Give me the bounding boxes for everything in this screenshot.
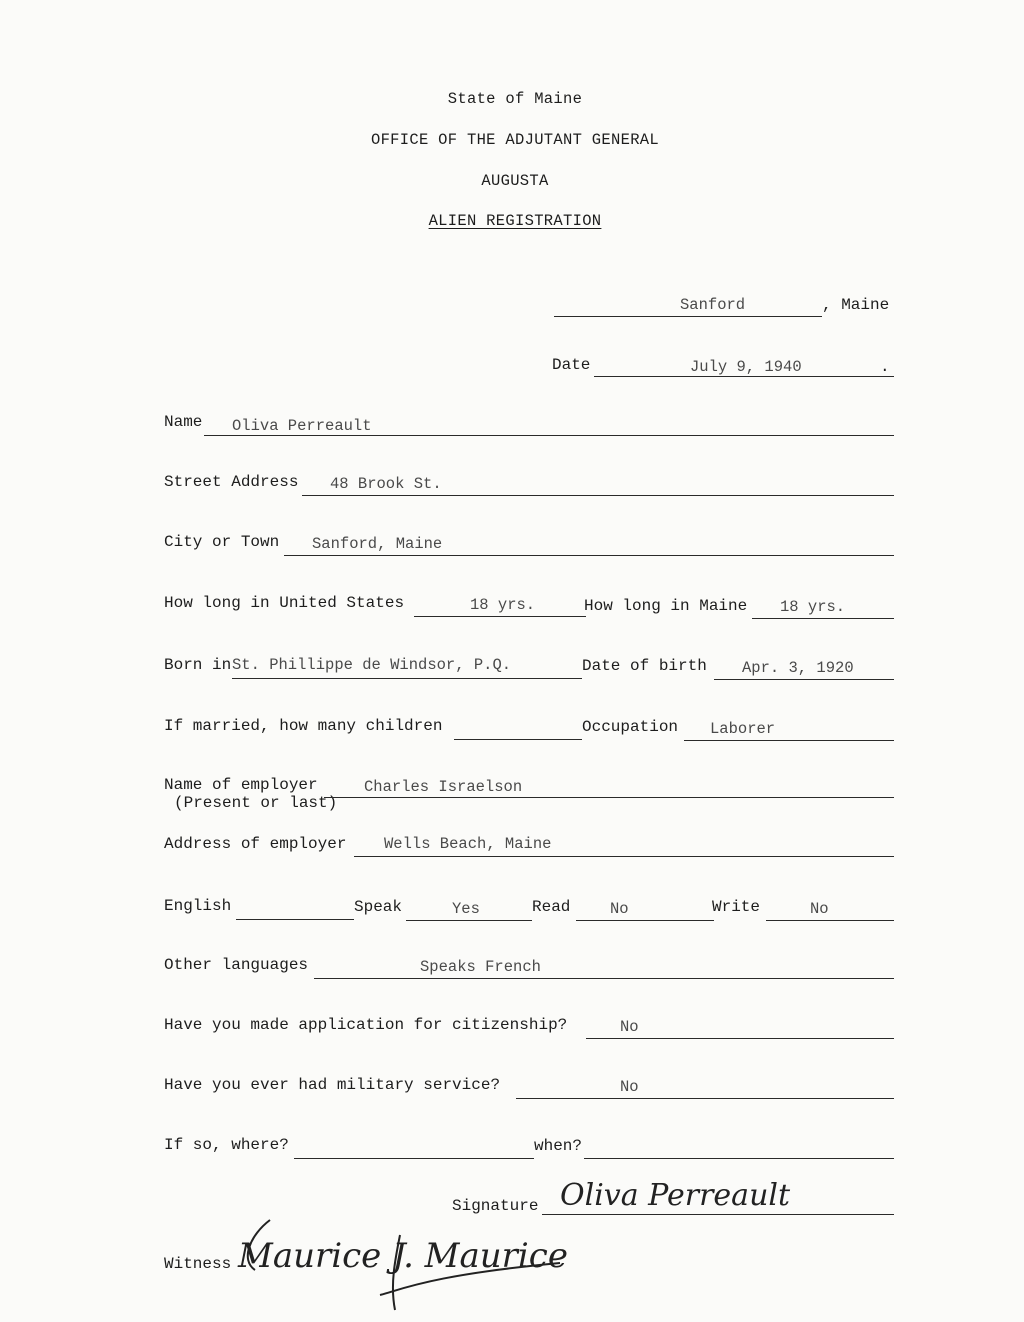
- read-label: Read: [532, 898, 571, 916]
- citizenship-value: No: [620, 1018, 639, 1036]
- street-label: Street Address: [164, 473, 299, 491]
- form-title: ALIEN REGISTRATION: [428, 212, 602, 230]
- employer-sublabel: (Present or last): [174, 794, 338, 812]
- occupation-label: Occupation: [582, 718, 679, 736]
- employer-value: Charles Israelson: [364, 778, 523, 796]
- city-heading: AUGUSTA: [481, 172, 549, 190]
- place-state-label: , Maine: [822, 296, 890, 314]
- employer-label: Name of employer: [164, 776, 318, 794]
- where-label: If so, where?: [164, 1136, 289, 1154]
- dob-value: Apr. 3, 1920: [742, 659, 854, 677]
- maine-years-value: 18 yrs.: [780, 598, 846, 616]
- when-line: [584, 1136, 894, 1159]
- children-label: If married, how many children: [164, 717, 443, 735]
- witness-signature-flourish: [230, 1215, 610, 1315]
- witness-label: Witness: [164, 1255, 232, 1273]
- write-line: [766, 898, 894, 921]
- english-label: English: [164, 897, 232, 915]
- speak-value: Yes: [452, 900, 480, 918]
- read-value: No: [610, 900, 629, 918]
- employer-address-value: Wells Beach, Maine: [384, 835, 552, 853]
- city-value: Sanford, Maine: [312, 535, 443, 553]
- date-value: July 9, 1940: [690, 358, 802, 376]
- state-heading: State of Maine: [447, 90, 583, 108]
- place-town-value: Sanford: [680, 296, 746, 314]
- write-value: No: [810, 900, 829, 918]
- where-line: [294, 1136, 534, 1159]
- speak-label: Speak: [354, 898, 403, 916]
- dob-label: Date of birth: [582, 657, 707, 675]
- city-label: City or Town: [164, 533, 280, 551]
- signature-value: Oliva Perreault: [560, 1178, 791, 1213]
- date-period: .: [880, 358, 890, 376]
- date-label: Date: [552, 356, 591, 374]
- street-value: 48 Brook St.: [330, 475, 442, 493]
- born-in-value: St. Phillippe de Windsor, P.Q.: [232, 656, 512, 674]
- witness-value: Maurice J. Maurice: [238, 1236, 568, 1276]
- name-value: Oliva Perreault: [232, 417, 372, 435]
- when-label: when?: [534, 1137, 583, 1155]
- born-in-label: Born in: [164, 656, 232, 674]
- maine-years-label: How long in Maine: [584, 597, 748, 615]
- military-line: [516, 1076, 894, 1099]
- read-line: [576, 898, 714, 921]
- signature-label: Signature: [452, 1197, 539, 1215]
- english-line: [236, 897, 354, 920]
- us-years-label: How long in United States: [164, 594, 405, 612]
- other-languages-value: Speaks French: [420, 958, 541, 976]
- military-label: Have you ever had military service?: [164, 1076, 501, 1094]
- office-heading: OFFICE OF THE ADJUTANT GENERAL: [370, 131, 660, 149]
- citizenship-label: Have you made application for citizenship?: [164, 1016, 568, 1034]
- us-years-value: 18 yrs.: [470, 596, 536, 614]
- name-label: Name: [164, 413, 203, 431]
- other-languages-line: [314, 956, 894, 979]
- other-languages-label: Other languages: [164, 956, 309, 974]
- occupation-value: Laborer: [710, 720, 776, 738]
- military-value: No: [620, 1078, 639, 1096]
- write-label: Write: [712, 898, 761, 916]
- children-line: [454, 717, 582, 740]
- employer-address-label: Address of employer: [164, 835, 347, 853]
